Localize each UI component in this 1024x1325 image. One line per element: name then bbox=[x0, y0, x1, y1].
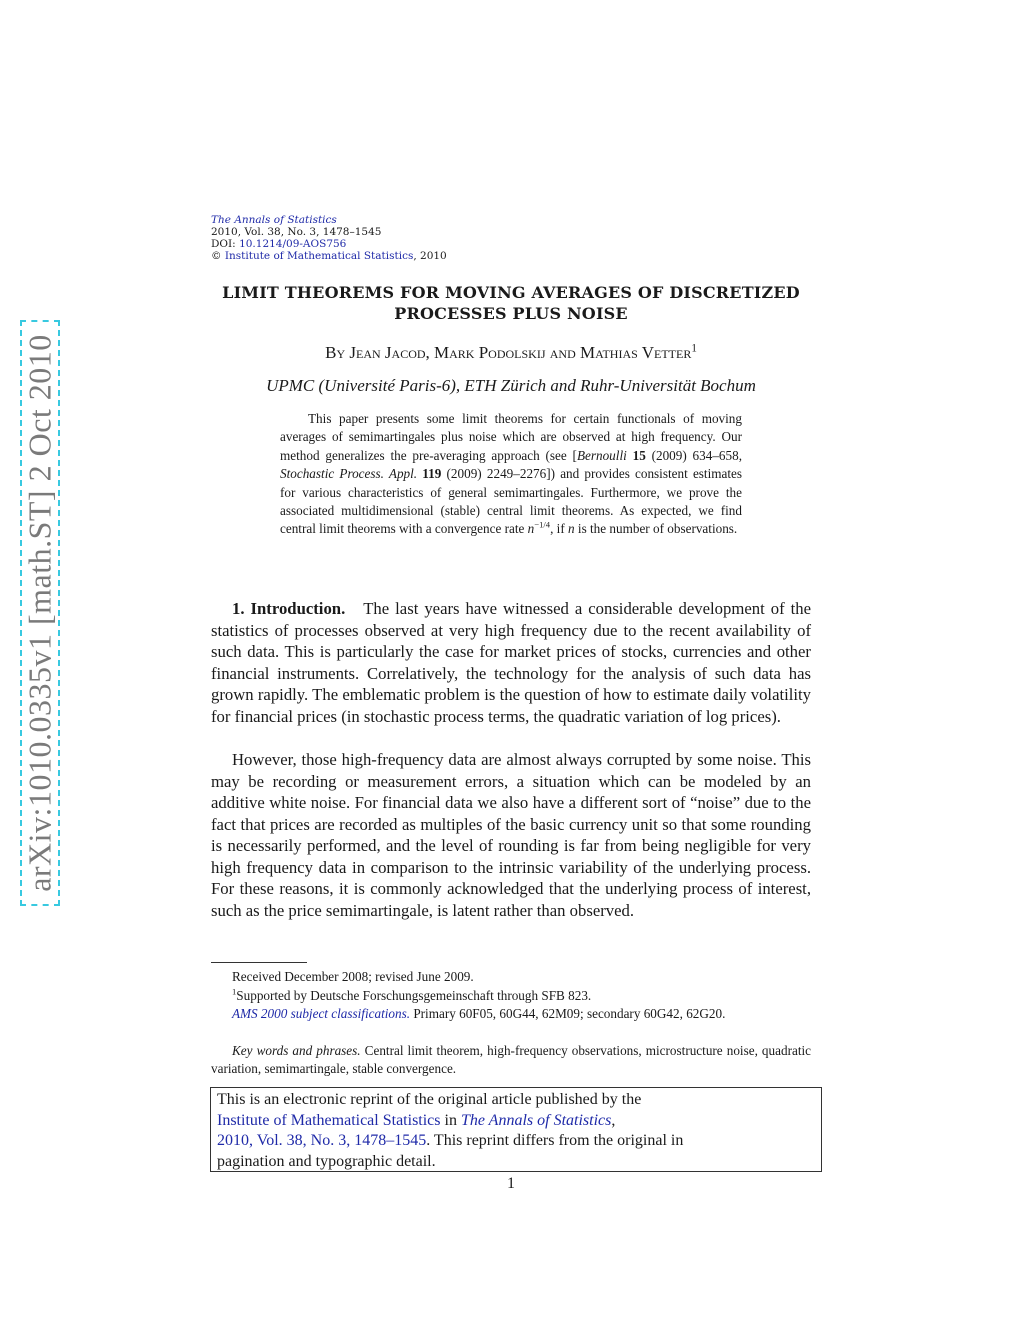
reprint-line-4: pagination and typographic detail. bbox=[217, 1152, 436, 1170]
footnote-keywords bbox=[211, 1042, 811, 1079]
paper-title bbox=[211, 282, 811, 324]
abstract-text-1: This paper presents some limit theorems for certain functionals of moving averages of semimartingales plus noise which are observed at high frequency. Our method generalizes the pre-averaging approach (see [ bbox=[280, 411, 742, 463]
reprint-notice bbox=[210, 1087, 822, 1172]
footnote-received bbox=[211, 968, 811, 986]
ams-classification-link[interactable]: AMS 2000 subject classifications. bbox=[232, 1006, 411, 1021]
author-footnote-mark: 1 bbox=[691, 342, 697, 355]
rate-exponent: −1/4 bbox=[534, 520, 551, 531]
journal-name-link[interactable]: The Annals of Statistics bbox=[211, 214, 337, 226]
rate-base: n bbox=[527, 521, 535, 537]
abstract bbox=[280, 410, 742, 539]
ref-spa-vol: 119 bbox=[422, 466, 442, 482]
keywords-label: Key words and phrases. bbox=[232, 1043, 361, 1058]
intro-paragraph-2 bbox=[211, 749, 811, 921]
keywords-text: Central limit theorem, high-frequency observations, microstructure noise, quadratic variation, semimartingale, stable convergence. bbox=[211, 1043, 811, 1077]
footnote-ams bbox=[211, 1005, 811, 1023]
section-heading: 1. Introduction. bbox=[232, 599, 346, 618]
reprint-journal-link[interactable]: The Annals of Statistics bbox=[460, 1111, 612, 1129]
reprint-line-1: This is an electronic reprint of the original article published by the bbox=[217, 1091, 642, 1108]
intro-text-2: However, those high-frequency data are almost always corrupted by some noise. This may be recording or measurement errors, a situation which can be modeled by an additive white noise. For financial data we also have a different sort of “noise” due to the fact that prices are recorded as multiples of the basic currency unit so that some rounding is necessarily performed, and the level of rounding is far from being negligible for very high frequency data in comparison to the intrinsic variability of the underlying process. For these reasons, it is commonly acknowledged that the underlying process of interest, such as the price semimartingale, is latent rather than observed. bbox=[211, 750, 811, 920]
ref-spa: Stochastic Process. Appl. bbox=[280, 466, 418, 482]
reprint-volume-link[interactable]: 2010, Vol. 38, No. 3, 1478–1545 bbox=[217, 1132, 427, 1149]
page-number: 1 bbox=[507, 1175, 515, 1192]
abstract-text-5: if bbox=[556, 521, 569, 537]
journal-volume: 2010, Vol. 38, No. 3, 1478–1545 bbox=[211, 226, 382, 238]
authors-text: By Jean Jacod, Mark Podolskij and Mathias Vetter bbox=[325, 343, 692, 362]
reprint-rest: . This reprint differs from the original in bbox=[426, 1132, 684, 1149]
copyright-year: , 2010 bbox=[413, 250, 447, 262]
intro-paragraph-1 bbox=[211, 598, 811, 727]
support-mark: 1 bbox=[232, 986, 237, 997]
affiliations: UPMC (Université Paris-6), ETH Zürich and Ruhr-Universität Bochum bbox=[266, 376, 756, 395]
reprint-publisher-link[interactable]: Institute of Mathematical Statistics bbox=[217, 1111, 441, 1129]
ims-link[interactable]: Institute of Mathematical Statistics bbox=[224, 250, 414, 262]
arxiv-identifier[interactable]: arXiv:1010.0335v1 [math.ST] 2 Oct 2010 bbox=[21, 334, 58, 892]
journal-header bbox=[211, 214, 447, 262]
arxiv-sidebar bbox=[0, 0, 60, 1325]
ref-bernoulli: Bernoulli bbox=[576, 447, 627, 463]
support-text: Supported by Deutsche Forschungsgemeinschaft through SFB 823. bbox=[236, 988, 592, 1003]
title-line-1: LIMIT THEOREMS FOR MOVING AVERAGES OF DISCRETIZED bbox=[222, 283, 800, 302]
ref-bernoulli-vol: 15 bbox=[632, 447, 646, 463]
doi-link[interactable]: 10.1214/09-AOS756 bbox=[239, 238, 347, 250]
received-text: Received December 2008; revised June 2009. bbox=[232, 969, 474, 984]
n-variable: n bbox=[568, 521, 575, 537]
abstract-text-6: is the number of observations. bbox=[574, 521, 738, 537]
footnote-support bbox=[211, 987, 811, 1005]
reprint-comma: , bbox=[611, 1111, 616, 1129]
reprint-in: in bbox=[440, 1111, 461, 1129]
footnote-rule bbox=[211, 962, 307, 963]
intro-text-1: The last years have witnessed a considerable development of the statistics of processes observed at very high frequency due to the recent availability of such data. This is particularly the case for market prices of stocks, currencies and other financial instruments. Correlatively, the technology for the analysis of such data has grown rapidly. The emblematic problem is the question of how to estimate daily volatility for financial prices (in stochastic process terms, the quadratic variation of log prices). bbox=[211, 599, 811, 726]
copyright-symbol: © bbox=[211, 250, 222, 262]
title-line-2: PROCESSES PLUS NOISE bbox=[394, 304, 628, 323]
abstract-text-4: , bbox=[550, 521, 554, 537]
abstract-text-3: (2009) 2249–2276]) and provides consistent estimates for various characteristics of general semimartingales. Furthermore, we prove the associated multidimensional (stable) central limit theorems. As expected, we find central limit theorems with a convergence rate bbox=[280, 466, 743, 537]
ams-text: Primary 60F05, 60G44, 62M09; secondary 60G42, 62G20. bbox=[410, 1006, 726, 1021]
author-list bbox=[211, 343, 811, 363]
doi-label: DOI: bbox=[211, 238, 236, 250]
abstract-text-2: (2009) 634–658, bbox=[645, 447, 742, 463]
